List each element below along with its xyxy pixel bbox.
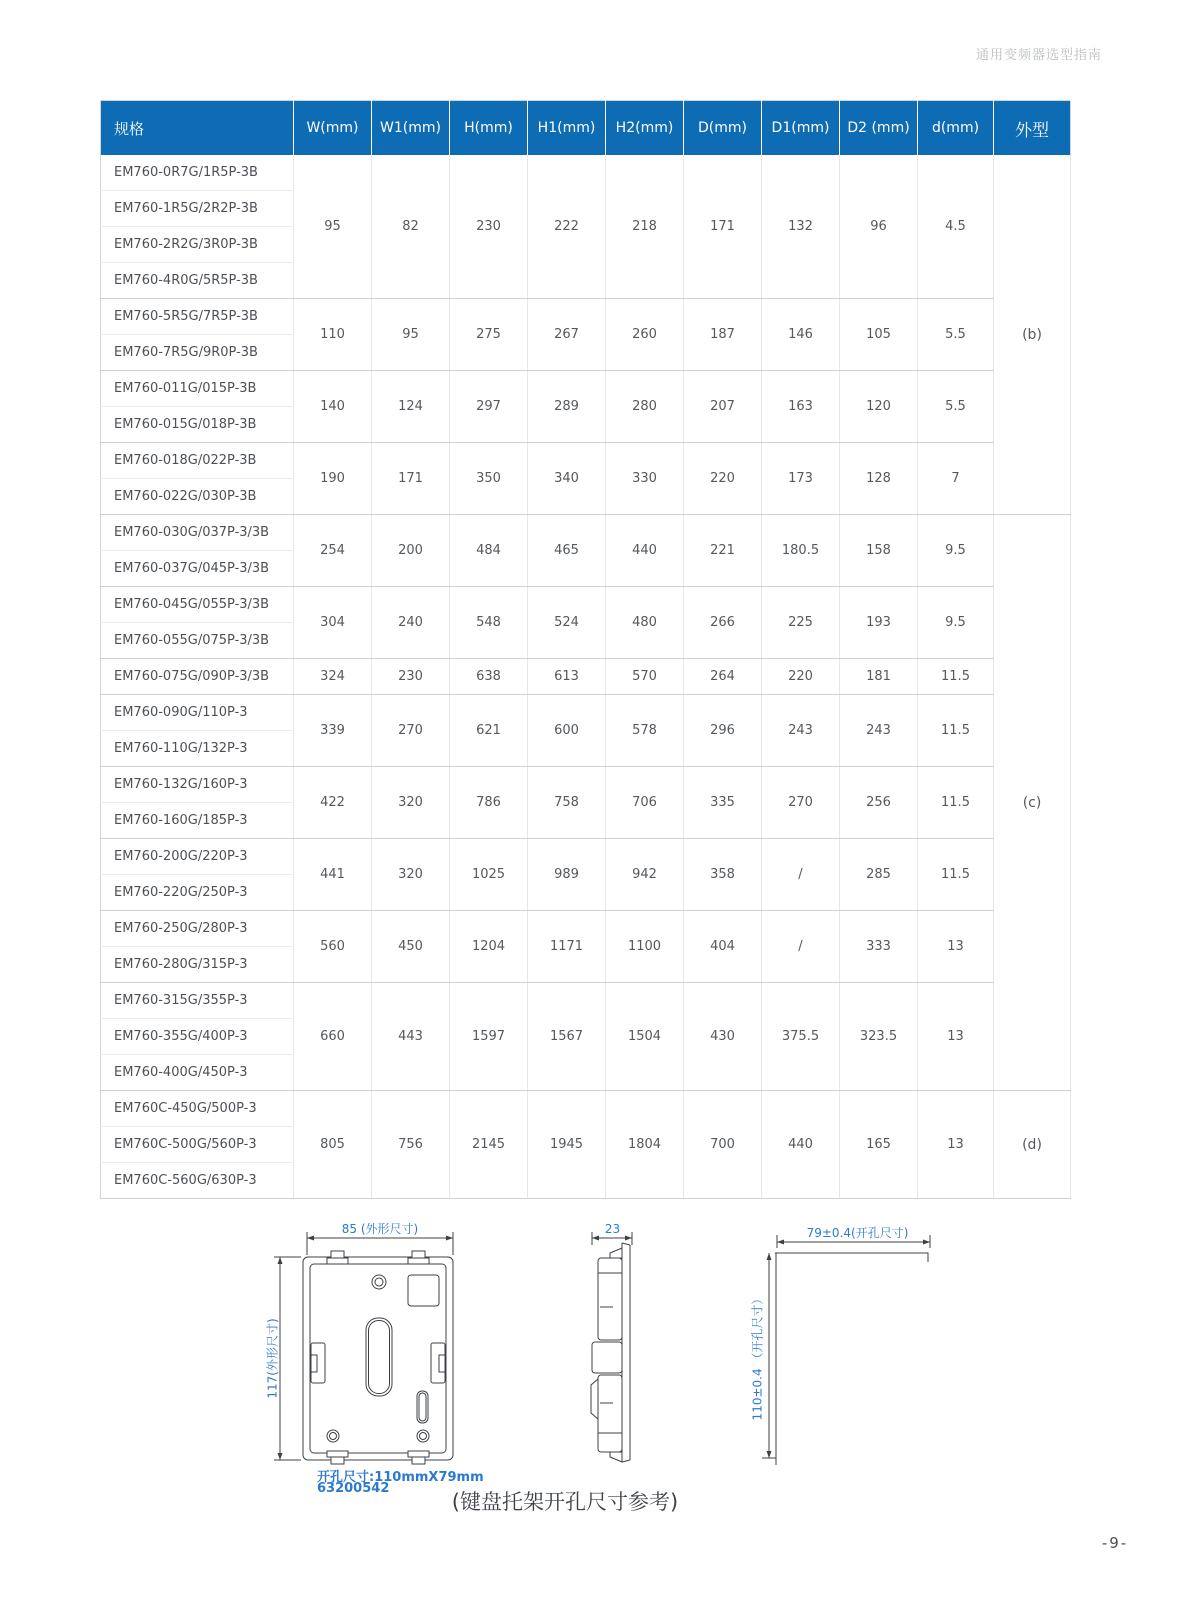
value-cell: 260 xyxy=(606,299,684,371)
spec-cell: EM760-090G/110P-3 xyxy=(101,695,294,731)
table-row xyxy=(101,695,1071,731)
table-row xyxy=(101,443,1071,479)
value-cell: 320 xyxy=(372,839,450,911)
value-cell: 11.5 xyxy=(918,695,994,767)
value-cell: 95 xyxy=(372,299,450,371)
spec-cell: EM760-200G/220P-3 xyxy=(101,839,294,875)
value-cell: 218 xyxy=(606,155,684,299)
column-header: d(mm) xyxy=(918,101,994,156)
value-cell: 96 xyxy=(840,155,918,299)
spec-table xyxy=(100,100,1071,1199)
spec-cell: EM760-355G/400P-3 xyxy=(101,1019,294,1055)
value-cell: 339 xyxy=(294,695,372,767)
value-cell: 220 xyxy=(684,443,762,515)
value-cell: 171 xyxy=(684,155,762,299)
spec-cell: EM760C-450G/500P-3 xyxy=(101,1091,294,1127)
spec-cell: EM760-037G/045P-3/3B xyxy=(101,551,294,587)
spec-cell: EM760-1R5G/2R2P-3B xyxy=(101,191,294,227)
value-cell: 942 xyxy=(606,839,684,911)
value-cell: 1204 xyxy=(450,911,528,983)
value-cell: 254 xyxy=(294,515,372,587)
shape-cell: (d) xyxy=(994,1091,1071,1199)
table-header-row xyxy=(101,101,1071,156)
value-cell: 758 xyxy=(528,767,606,839)
value-cell: 570 xyxy=(606,659,684,695)
spec-cell: EM760-045G/055P-3/3B xyxy=(101,587,294,623)
table-row xyxy=(101,767,1071,803)
table-row xyxy=(101,983,1071,1019)
value-cell: 128 xyxy=(840,443,918,515)
column-header: H(mm) xyxy=(450,101,528,156)
value-cell: 340 xyxy=(528,443,606,515)
value-cell: 323.5 xyxy=(840,983,918,1091)
value-cell: 320 xyxy=(372,767,450,839)
value-cell: 173 xyxy=(762,443,840,515)
value-cell: 350 xyxy=(450,443,528,515)
value-cell: 4.5 xyxy=(918,155,994,299)
spec-cell: EM760-018G/022P-3B xyxy=(101,443,294,479)
value-cell: 480 xyxy=(606,587,684,659)
value-cell: 333 xyxy=(840,911,918,983)
value-cell: 140 xyxy=(294,371,372,443)
value-cell: 7 xyxy=(918,443,994,515)
value-cell: 180.5 xyxy=(762,515,840,587)
value-cell: 11.5 xyxy=(918,839,994,911)
value-cell: 267 xyxy=(528,299,606,371)
keypad-bracket-side-view xyxy=(585,1215,640,1467)
spec-cell: EM760-075G/090P-3/3B xyxy=(101,659,294,695)
cutout-dimension-drawing xyxy=(745,1215,945,1471)
value-cell: 805 xyxy=(294,1091,372,1199)
cutout-size-note: 开孔尺寸:110mmX79mm xyxy=(317,1470,484,1485)
value-cell: 613 xyxy=(528,659,606,695)
column-header: D2 (mm) xyxy=(840,101,918,156)
table-row xyxy=(101,911,1071,947)
spec-cell: EM760-250G/280P-3 xyxy=(101,911,294,947)
cutout-width-dimension: 79±0.4(开孔尺寸) xyxy=(806,1226,909,1240)
value-cell: 440 xyxy=(606,515,684,587)
value-cell: 5.5 xyxy=(918,299,994,371)
value-cell: 1025 xyxy=(450,839,528,911)
running-header: 通用变频器选型指南 xyxy=(975,48,1102,63)
spec-cell: EM760-7R5G/9R0P-3B xyxy=(101,335,294,371)
value-cell: 600 xyxy=(528,695,606,767)
value-cell: 560 xyxy=(294,911,372,983)
value-cell: 404 xyxy=(684,911,762,983)
column-header: W1(mm) xyxy=(372,101,450,156)
value-cell: 11.5 xyxy=(918,659,994,695)
table-row xyxy=(101,371,1071,407)
spec-cell: EM760-022G/030P-3B xyxy=(101,479,294,515)
value-cell: 297 xyxy=(450,371,528,443)
part-number: 63200542 xyxy=(317,1481,390,1496)
value-cell: 484 xyxy=(450,515,528,587)
value-cell: 1171 xyxy=(528,911,606,983)
value-cell: 82 xyxy=(372,155,450,299)
value-cell: 132 xyxy=(762,155,840,299)
spec-cell: EM760-011G/015P-3B xyxy=(101,371,294,407)
value-cell: 110 xyxy=(294,299,372,371)
value-cell: 146 xyxy=(762,299,840,371)
value-cell: 324 xyxy=(294,659,372,695)
spec-cell: EM760-400G/450P-3 xyxy=(101,1055,294,1091)
value-cell: 706 xyxy=(606,767,684,839)
value-cell: 422 xyxy=(294,767,372,839)
value-cell: 158 xyxy=(840,515,918,587)
value-cell: 443 xyxy=(372,983,450,1091)
value-cell: 163 xyxy=(762,371,840,443)
spec-cell: EM760-132G/160P-3 xyxy=(101,767,294,803)
value-cell: / xyxy=(762,839,840,911)
spec-cell: EM760-2R2G/3R0P-3B xyxy=(101,227,294,263)
value-cell: 1567 xyxy=(528,983,606,1091)
value-cell: 375.5 xyxy=(762,983,840,1091)
value-cell: 275 xyxy=(450,299,528,371)
spec-cell: EM760C-560G/630P-3 xyxy=(101,1163,294,1199)
value-cell: 243 xyxy=(840,695,918,767)
value-cell: 1945 xyxy=(528,1091,606,1199)
value-cell: 621 xyxy=(450,695,528,767)
spec-cell: EM760-030G/037P-3/3B xyxy=(101,515,294,551)
value-cell: 9.5 xyxy=(918,515,994,587)
value-cell: 105 xyxy=(840,299,918,371)
table-row xyxy=(101,155,1071,191)
value-cell: 165 xyxy=(840,1091,918,1199)
front-height-dimension: 117(外形尺寸) xyxy=(265,1318,280,1399)
column-header: W(mm) xyxy=(294,101,372,156)
value-cell: 578 xyxy=(606,695,684,767)
column-header: 规格 xyxy=(101,101,294,156)
value-cell: 230 xyxy=(372,659,450,695)
value-cell: 270 xyxy=(372,695,450,767)
spec-cell: EM760C-500G/560P-3 xyxy=(101,1127,294,1163)
shape-cell: (c) xyxy=(994,515,1071,1091)
value-cell: 548 xyxy=(450,587,528,659)
spec-cell: EM760-160G/185P-3 xyxy=(101,803,294,839)
value-cell: 289 xyxy=(528,371,606,443)
table-row xyxy=(101,515,1071,551)
diagram-caption: (键盘托架开孔尺寸参考) xyxy=(451,1490,679,1514)
value-cell: 989 xyxy=(528,839,606,911)
spec-cell: EM760-5R5G/7R5P-3B xyxy=(101,299,294,335)
value-cell: 181 xyxy=(840,659,918,695)
table-row xyxy=(101,839,1071,875)
value-cell: 13 xyxy=(918,911,994,983)
spec-cell: EM760-315G/355P-3 xyxy=(101,983,294,1019)
value-cell: 230 xyxy=(450,155,528,299)
value-cell: 700 xyxy=(684,1091,762,1199)
value-cell: 13 xyxy=(918,1091,994,1199)
value-cell: 11.5 xyxy=(918,767,994,839)
value-cell: 207 xyxy=(684,371,762,443)
column-header: H1(mm) xyxy=(528,101,606,156)
value-cell: 638 xyxy=(450,659,528,695)
value-cell: 358 xyxy=(684,839,762,911)
value-cell: 1597 xyxy=(450,983,528,1091)
table-row xyxy=(101,1091,1071,1127)
value-cell: / xyxy=(762,911,840,983)
value-cell: 187 xyxy=(684,299,762,371)
value-cell: 280 xyxy=(606,371,684,443)
column-header: D(mm) xyxy=(684,101,762,156)
column-header: 外型 xyxy=(994,101,1071,156)
spec-cell: EM760-4R0G/5R5P-3B xyxy=(101,263,294,299)
value-cell: 441 xyxy=(294,839,372,911)
value-cell: 5.5 xyxy=(918,371,994,443)
cutout-height-dimension: 110±0.4 （开孔尺寸） xyxy=(750,1292,765,1421)
column-header: D1(mm) xyxy=(762,101,840,156)
value-cell: 335 xyxy=(684,767,762,839)
value-cell: 120 xyxy=(840,371,918,443)
value-cell: 220 xyxy=(762,659,840,695)
value-cell: 330 xyxy=(606,443,684,515)
front-width-dimension: 85 (外形尺寸) xyxy=(341,1222,419,1236)
spec-cell: EM760-055G/075P-3/3B xyxy=(101,623,294,659)
column-header: H2(mm) xyxy=(606,101,684,156)
table-row xyxy=(101,587,1071,623)
value-cell: 756 xyxy=(372,1091,450,1199)
table-row xyxy=(101,299,1071,335)
value-cell: 95 xyxy=(294,155,372,299)
table-row xyxy=(101,659,1071,695)
value-cell: 270 xyxy=(762,767,840,839)
spec-cell: EM760-015G/018P-3B xyxy=(101,407,294,443)
value-cell: 222 xyxy=(528,155,606,299)
value-cell: 190 xyxy=(294,443,372,515)
spec-cell: EM760-280G/315P-3 xyxy=(101,947,294,983)
value-cell: 225 xyxy=(762,587,840,659)
value-cell: 296 xyxy=(684,695,762,767)
value-cell: 524 xyxy=(528,587,606,659)
value-cell: 1804 xyxy=(606,1091,684,1199)
value-cell: 221 xyxy=(684,515,762,587)
keypad-bracket-front-view xyxy=(265,1215,470,1465)
value-cell: 440 xyxy=(762,1091,840,1199)
value-cell: 2145 xyxy=(450,1091,528,1199)
value-cell: 465 xyxy=(528,515,606,587)
spec-cell: EM760-220G/250P-3 xyxy=(101,875,294,911)
value-cell: 660 xyxy=(294,983,372,1091)
value-cell: 13 xyxy=(918,983,994,1091)
value-cell: 1504 xyxy=(606,983,684,1091)
value-cell: 285 xyxy=(840,839,918,911)
spec-cell: EM760-110G/132P-3 xyxy=(101,731,294,767)
shape-cell: (b) xyxy=(994,155,1071,515)
value-cell: 171 xyxy=(372,443,450,515)
value-cell: 1100 xyxy=(606,911,684,983)
value-cell: 124 xyxy=(372,371,450,443)
side-width-dimension: 23 xyxy=(604,1222,621,1236)
value-cell: 430 xyxy=(684,983,762,1091)
value-cell: 264 xyxy=(684,659,762,695)
value-cell: 200 xyxy=(372,515,450,587)
value-cell: 193 xyxy=(840,587,918,659)
value-cell: 256 xyxy=(840,767,918,839)
page-number: -9- xyxy=(1101,1534,1129,1552)
value-cell: 786 xyxy=(450,767,528,839)
value-cell: 240 xyxy=(372,587,450,659)
value-cell: 243 xyxy=(762,695,840,767)
spec-cell: EM760-0R7G/1R5P-3B xyxy=(101,155,294,191)
value-cell: 304 xyxy=(294,587,372,659)
value-cell: 450 xyxy=(372,911,450,983)
value-cell: 266 xyxy=(684,587,762,659)
value-cell: 9.5 xyxy=(918,587,994,659)
